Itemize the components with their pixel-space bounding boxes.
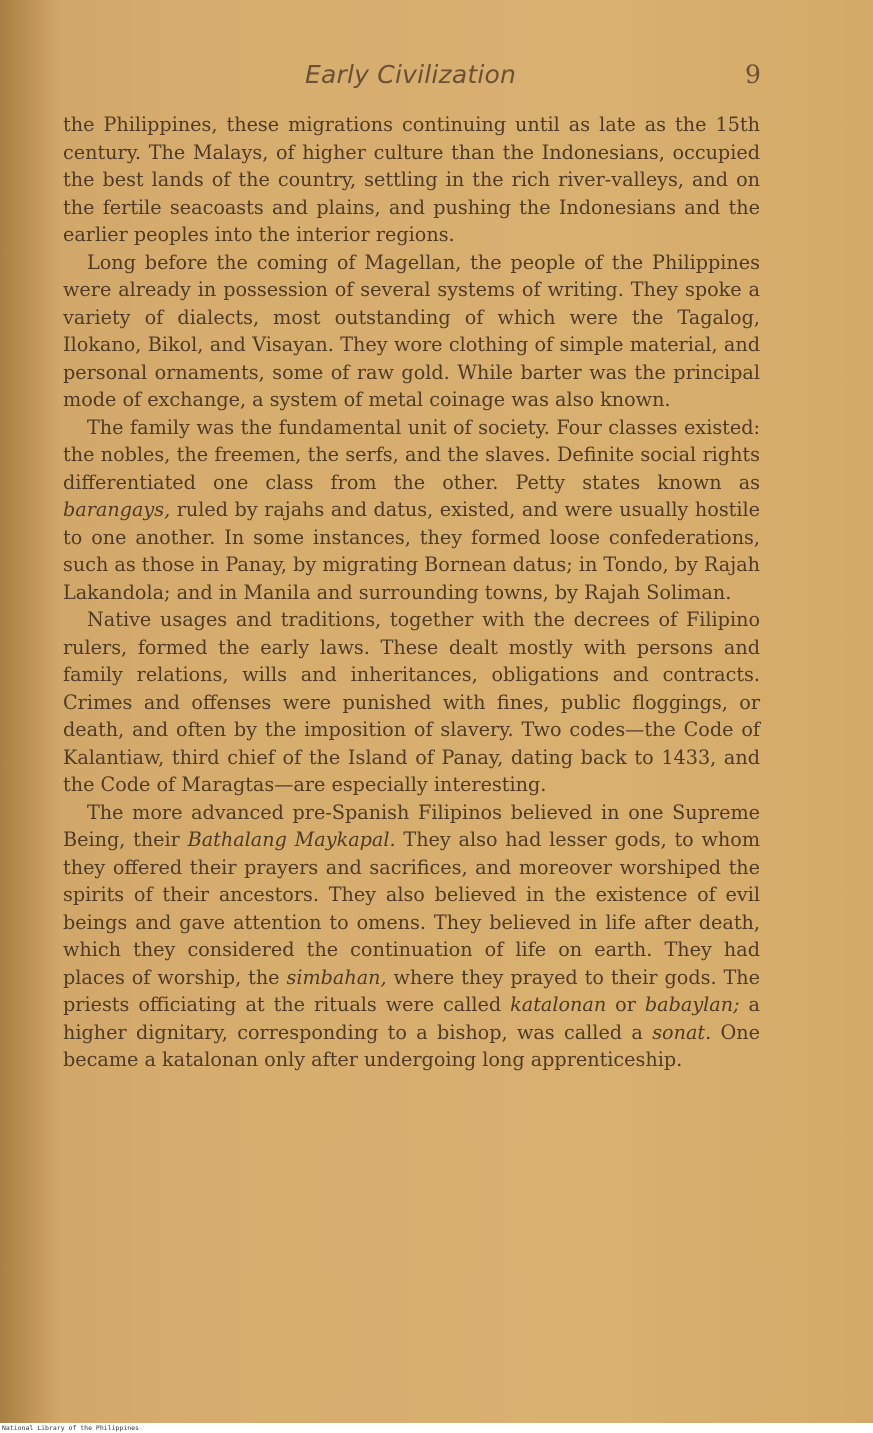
text-run: ruled by rajahs and datus, existed, and were usually hostile to one another. In some instances, they formed loose confederations, such as those in Panay, by migrating Bornean datus; in Tondo, by Rajah Lakandola; and in Manila and surrounding towns, by Rajah Soliman.: [63, 498, 760, 604]
italic-term: sonat.: [652, 1020, 712, 1044]
paragraph-3: [63, 414, 760, 607]
text-run: The family was the fundamental unit of society. Four classes existed: the nobles, the freemen, the serfs, and the slaves. Definite social rights differentiated one class from the other. Petty states known as: [63, 415, 760, 494]
italic-term: Bathalang Maykapal.: [187, 828, 396, 851]
text-run: One became a katalonan only after undergoing long apprenticeship.: [63, 1020, 760, 1071]
text-run: The more advanced pre-Spanish Filipinos believed in one Supreme Being, their: [63, 800, 760, 851]
text-run: Long before the coming of Magellan, the people of the Philippines were already in possession of several systems of writing. They spoke a variety of dialects, most outstanding of which were the Tagalog, Ilokano, Bikol, and Visayan. They wore clothing of simple material, and personal ornaments, some of raw gold. While barter was the principal mode of exchange, a system of metal coinage was also known.: [63, 250, 760, 411]
text-run: a higher dignitary, corresponding to a bishop, was called a: [63, 993, 760, 1044]
text-run: the Philippines, these migrations continuing until as late as the 15th century. The Malays, of higher culture than the Indonesians, occupied the best lands of the country, settling in the rich river-valleys, and on the fertile seacoasts and plains, and pushing the Indonesians and the earlier peoples into the interior regions.: [63, 113, 760, 246]
page-number: 9: [745, 60, 761, 89]
running-title: Early Civilization: [305, 60, 517, 89]
italic-term: barangays,: [63, 498, 171, 521]
italic-term: babaylan;: [644, 993, 740, 1016]
paragraph-5: [63, 799, 760, 1074]
text-run: where they prayed to their gods. The priests officiating at the rituals were called: [63, 965, 760, 1016]
page-header: [0, 58, 873, 98]
paragraph-1: [63, 111, 760, 249]
italic-term: katalonan: [510, 993, 607, 1016]
text-run: Native usages and traditions, together with the decrees of Filipino rulers, formed the early laws. These dealt mostly with persons and family relations, wills and inheritances, obligations and contracts. Crimes and offenses were punished with fines, public floggings, or death, and often by the imposition of slavery. Two codes—the Code of Kalantiaw, third chief of the Island of Panay, dating back to 1433, and the Code of Maragtas—are especially interesting.: [63, 608, 760, 796]
text-run: or: [606, 993, 645, 1016]
text-run: They also had lesser gods, to whom they offered their prayers and sacrifices, and moreover worshiped the spirits of their ancestors. They also believed in the existence of evil beings and gave attention to omens. They believed in life after death, which they considered the continuation of life on earth. They had places of worship, the: [63, 828, 761, 989]
library-credit: National Library of the Philippines: [2, 1424, 139, 1432]
italic-term: simbahan,: [286, 965, 387, 989]
body-text: [63, 111, 760, 1074]
paragraph-2: [63, 249, 760, 414]
paragraph-4: [63, 606, 760, 799]
